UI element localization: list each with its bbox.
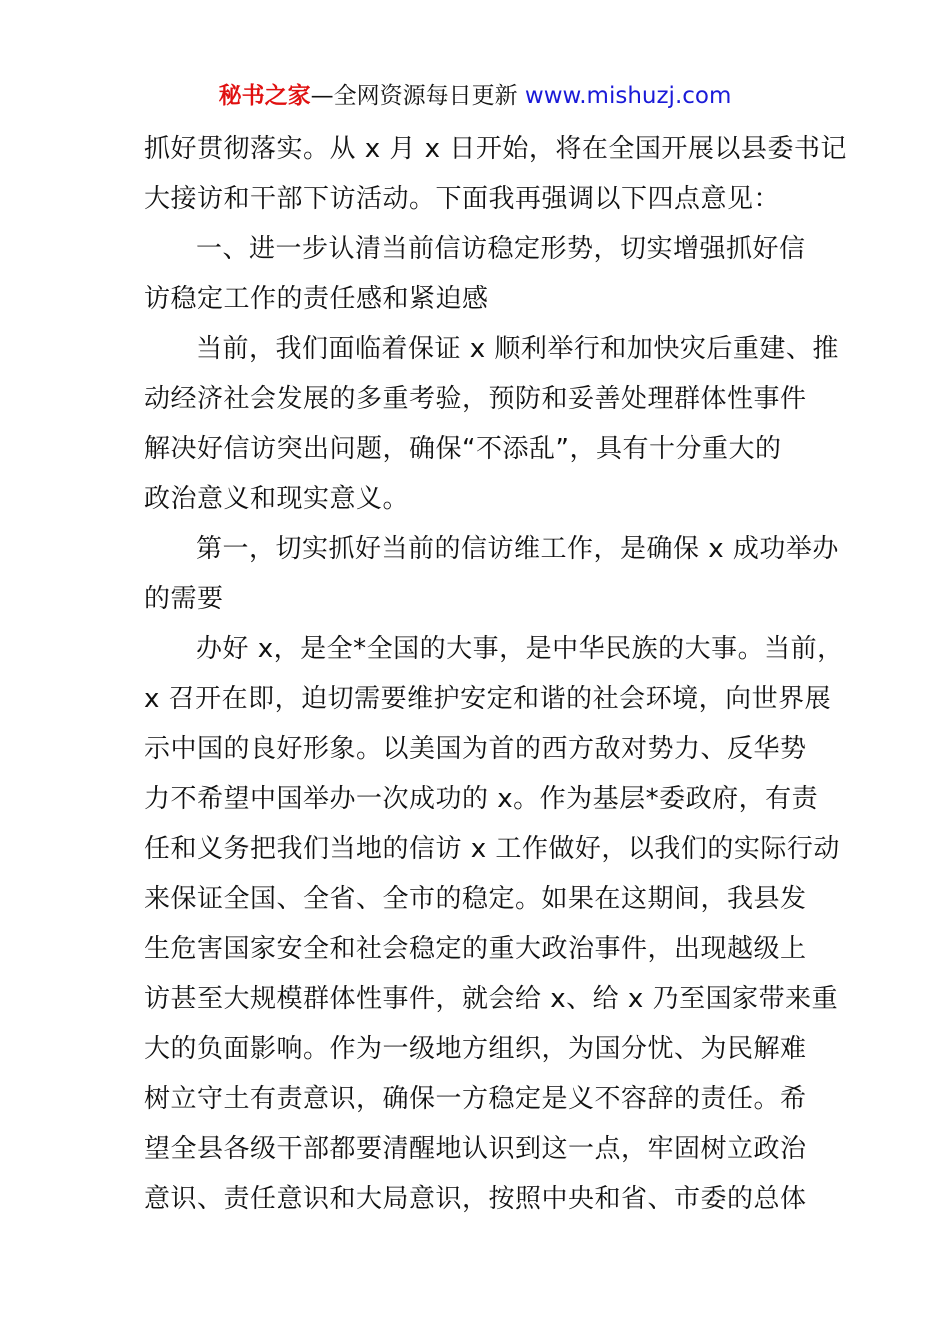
text-line: 大接访和干部下访活动。下面我再强调以下四点意见：	[144, 184, 781, 214]
text-line: x 召开在即，迫切需要维护安定和谐的社会环境，向世界展	[144, 684, 832, 714]
text-line: 生危害国家安全和社会稳定的重大政治事件，出现越级上	[144, 934, 807, 964]
text-line: 解决好信访突出问题，确保“不添乱”，具有十分重大的	[144, 434, 782, 464]
text-line: 政治意义和现实意义。	[144, 484, 410, 514]
brand-name: 秘书之家	[218, 83, 311, 109]
text-line: 一、进一步认清当前信访稳定形势，切实增强抓好信	[196, 234, 806, 264]
text-line: 访稳定工作的责任感和紧迫感	[144, 284, 489, 314]
text-line: 第一，切实抓好当前的信访维工作，是确保 x 成功举办	[196, 534, 839, 564]
text-line: 动经济社会发展的多重考验，预防和妥善处理群体性事件	[144, 384, 807, 414]
page-header	[0, 80, 950, 112]
text-line: 树立守土有责意识，确保一方稳定是义不容辞的责任。希	[144, 1084, 807, 1114]
text-line: 任和义务把我们当地的信访 x 工作做好，以我们的实际行动	[144, 834, 840, 864]
text-line: 力不希望中国举办一次成功的 x。作为基层*委政府，有责	[144, 784, 819, 814]
text-line: 望全县各级干部都要清醒地认识到这一点，牢固树立政治	[144, 1134, 807, 1164]
text-line: 当前，我们面临着保证 x 顺利举行和加快灾后重建、推	[196, 334, 839, 364]
text-line: 抓好贯彻落实。从 x 月 x 日开始，将在全国开展以县委书记	[144, 134, 847, 164]
text-line: 大的负面影响。作为一级地方组织，为国分忧、为民解难	[144, 1034, 807, 1064]
text-line: 示中国的良好形象。以美国为首的西方敌对势力、反华势	[144, 734, 807, 764]
text-line: 办好 x，是全*全国的大事，是中华民族的大事。当前，	[196, 634, 844, 664]
website-url[interactable]: www.mishuzj.com	[524, 83, 732, 109]
header-slogan: —全网资源每日更新	[310, 83, 518, 109]
text-line: 访甚至大规模群体性事件，就会给 x、给 x 乃至国家带来重	[144, 984, 839, 1014]
document-body	[144, 124, 847, 1224]
text-line: 的需要	[144, 584, 224, 614]
text-line: 来保证全国、全省、全市的稳定。如果在这期间，我县发	[144, 884, 807, 914]
text-line: 意识、责任意识和大局意识，按照中央和省、市委的总体	[144, 1184, 807, 1214]
